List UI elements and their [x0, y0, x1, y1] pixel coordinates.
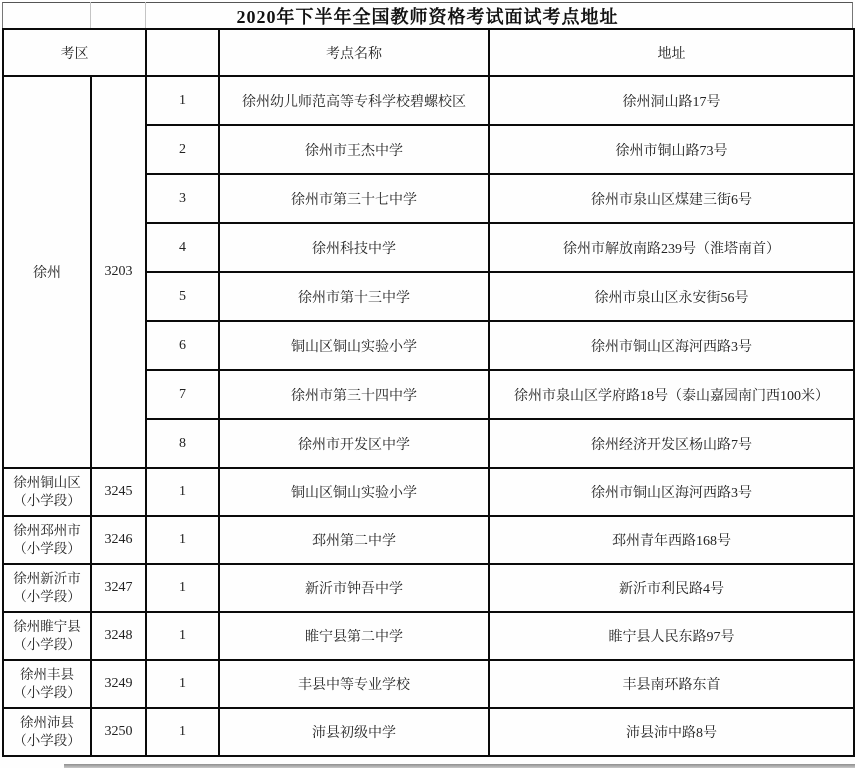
- address-cell: 沛县沛中路8号: [489, 708, 854, 756]
- district-line1: 徐州铜山区: [13, 474, 81, 490]
- site-cell: 徐州市王杰中学: [219, 125, 489, 174]
- header-district: 考区: [3, 29, 146, 76]
- address-cell: 徐州市解放南路239号（淮塔南首）: [489, 223, 854, 272]
- site-cell: 沛县初级中学: [219, 708, 489, 756]
- site-cell: 铜山区铜山实验小学: [219, 468, 489, 516]
- seq-cell: 2: [146, 125, 219, 174]
- table-row: [3, 468, 854, 516]
- table-row: [3, 76, 854, 125]
- district-code-cell: 3246: [91, 516, 146, 564]
- seq-cell: 1: [146, 708, 219, 756]
- address-cell: 徐州市铜山区海河西路3号: [489, 321, 854, 370]
- district-name-cell: [3, 612, 91, 660]
- header-seq: [146, 29, 219, 76]
- seq-cell: 1: [146, 660, 219, 708]
- district-code-cell: 3203: [91, 76, 146, 468]
- address-cell: 徐州市泉山区学府路18号（泰山嘉园南门西100米）: [489, 370, 854, 419]
- table-header-row: [3, 29, 854, 76]
- site-cell: 徐州市第三十七中学: [219, 174, 489, 223]
- site-cell: 徐州科技中学: [219, 223, 489, 272]
- site-cell: 徐州市第三十四中学: [219, 370, 489, 419]
- district-line1: 徐州邳州市: [13, 522, 81, 538]
- address-cell: 徐州市泉山区煤建三街6号: [489, 174, 854, 223]
- district-code-cell: 3248: [91, 612, 146, 660]
- district-name-cell: [3, 708, 91, 756]
- title-gridline-1: [90, 2, 91, 28]
- district-code-cell: 3250: [91, 708, 146, 756]
- district-line1: 徐州新沂市: [13, 570, 81, 586]
- district-line2: （小学段）: [13, 637, 81, 652]
- site-cell: 徐州幼儿师范高等专科学校碧螺校区: [219, 76, 489, 125]
- address-cell: 徐州经济开发区杨山路7号: [489, 419, 854, 468]
- seq-cell: 5: [146, 272, 219, 321]
- table-row: [3, 516, 854, 564]
- site-cell: 邳州第二中学: [219, 516, 489, 564]
- site-cell: 睢宁县第二中学: [219, 612, 489, 660]
- seq-cell: 1: [146, 516, 219, 564]
- address-cell: 邳州青年西路168号: [489, 516, 854, 564]
- header-site-name: 考点名称: [219, 29, 489, 76]
- district-code-cell: 3247: [91, 564, 146, 612]
- district-code-cell: 3249: [91, 660, 146, 708]
- cropped-next-row-edge: [64, 764, 855, 768]
- district-line1: 徐州沛县: [20, 714, 74, 730]
- seq-cell: 4: [146, 223, 219, 272]
- table-row: [3, 612, 854, 660]
- table-row: [3, 660, 854, 708]
- district-name-cell: [3, 660, 91, 708]
- title-gridline-2: [145, 2, 146, 28]
- district-line1: 徐州丰县: [20, 666, 74, 682]
- district-line1: 徐州睢宁县: [13, 618, 81, 634]
- seq-cell: 3: [146, 174, 219, 223]
- header-address: 地址: [489, 29, 854, 76]
- site-cell: 铜山区铜山实验小学: [219, 321, 489, 370]
- address-cell: 丰县南环路东首: [489, 660, 854, 708]
- exam-site-table: [2, 28, 855, 757]
- address-cell: 徐州洞山路17号: [489, 76, 854, 125]
- seq-cell: 1: [146, 612, 219, 660]
- district-name-cell: [3, 516, 91, 564]
- address-cell: 睢宁县人民东路97号: [489, 612, 854, 660]
- table-row: [3, 708, 854, 756]
- district-code-cell: 3245: [91, 468, 146, 516]
- seq-cell: 6: [146, 321, 219, 370]
- district-line2: （小学段）: [13, 685, 81, 700]
- address-cell: 徐州市泉山区永安街56号: [489, 272, 854, 321]
- district-name-cell: [3, 564, 91, 612]
- seq-cell: 1: [146, 76, 219, 125]
- district-line2: （小学段）: [13, 733, 81, 748]
- district-line2: （小学段）: [13, 493, 81, 508]
- table-title: 2020年下半年全国教师资格考试面试考点地址: [2, 2, 853, 28]
- district-line2: （小学段）: [13, 589, 81, 604]
- site-cell: 徐州市开发区中学: [219, 419, 489, 468]
- address-cell: 新沂市利民路4号: [489, 564, 854, 612]
- seq-cell: 7: [146, 370, 219, 419]
- address-cell: 徐州市铜山区海河西路3号: [489, 468, 854, 516]
- district-name-cell: [3, 468, 91, 516]
- seq-cell: 1: [146, 564, 219, 612]
- district-line2: （小学段）: [13, 541, 81, 556]
- table-row: [3, 564, 854, 612]
- site-cell: 徐州市第十三中学: [219, 272, 489, 321]
- site-cell: 丰县中等专业学校: [219, 660, 489, 708]
- address-cell: 徐州市铜山路73号: [489, 125, 854, 174]
- district-name-cell: 徐州: [3, 76, 91, 468]
- seq-cell: 8: [146, 419, 219, 468]
- site-cell: 新沂市钟吾中学: [219, 564, 489, 612]
- seq-cell: 1: [146, 468, 219, 516]
